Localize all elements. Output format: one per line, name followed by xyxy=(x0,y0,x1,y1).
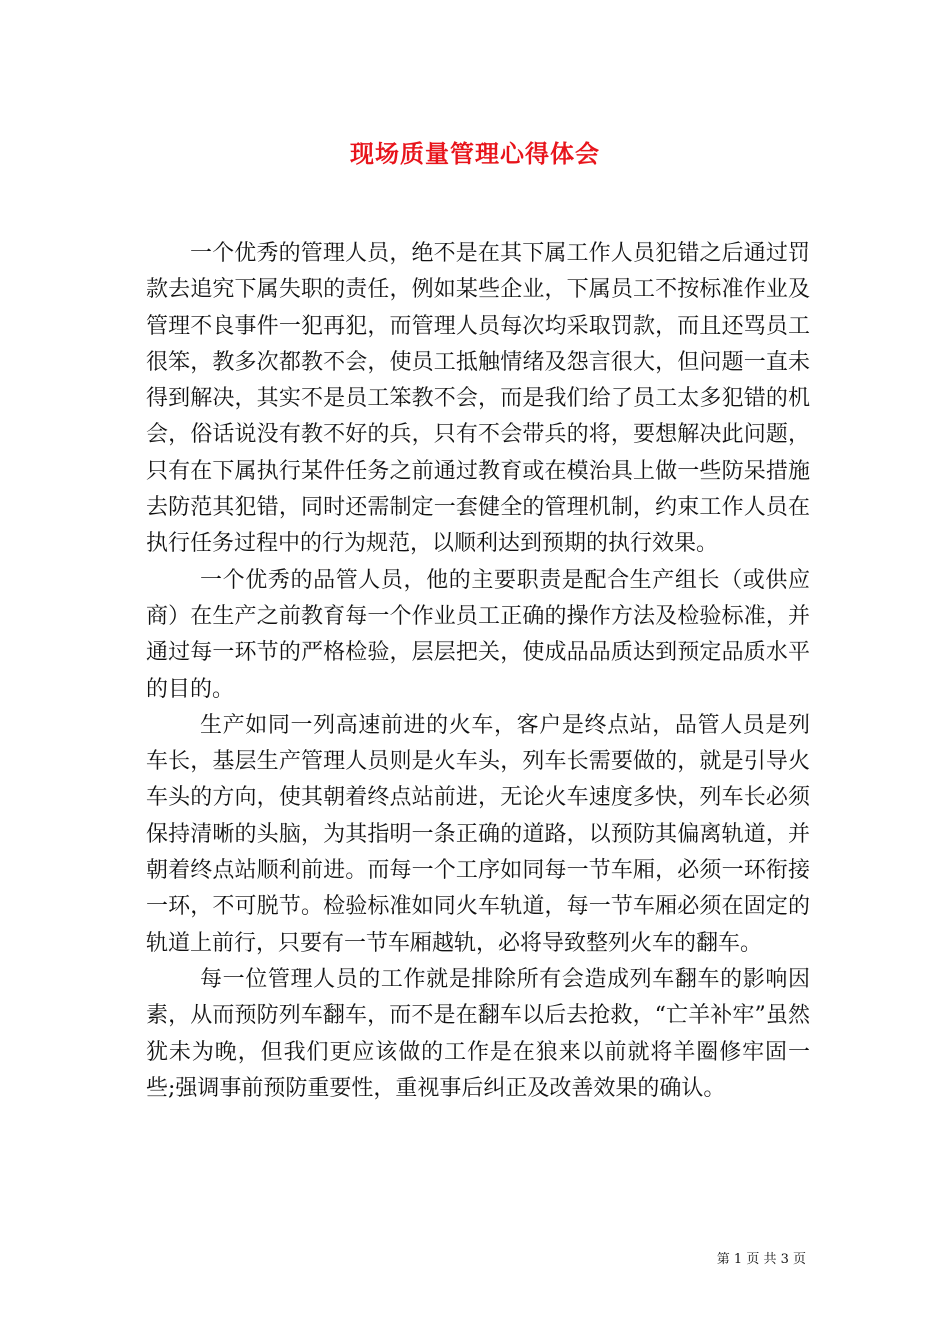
page-number: 第 1 页 共 3 页 xyxy=(716,1252,806,1267)
paragraph-4: 每一位管理人员的工作就是排除所有会造成列车翻车的影响因素，从而预防列车翻车，而不是在翻车以后去抢救，“亡羊补牢”虽然犹未为晚，但我们更应该做的工作是在狼来以前就将羊圈修牢固一些;强调事前预防重要性，重视事后纠正及改善效果的确认。 xyxy=(146,966,810,1101)
paragraph-2: 一个优秀的品管人员，他的主要职责是配合生产组长（或供应商）在生产之前教育每一个作业员工正确的操作方法及检验标准，并通过每一环节的严格检验，层层把关，使成品品质达到预定品质水平的目的。 xyxy=(146,567,810,702)
paragraph-3: 生产如同一列高速前进的火车，客户是终点站，品管人员是列车长，基层生产管理人员则是火车头，列车长需要做的，就是引导火车头的方向，使其朝着终点站前进，无论火车速度多快，列车长必须保持清晰的头脑，为其指明一条正确的道路，以预防其偏离轨道，并朝着终点站顺利前进。而每一个工序如同每一节车厢，必须一环衔接一环，不可脱节。检验标准如同火车轨道，每一节车厢必须在固定的轨道上前行，只要有一节车厢越轨，必将导致整列火车的翻车。 xyxy=(146,712,810,956)
document-body xyxy=(146,236,810,1107)
page-title: 现场质量管理心得体会 xyxy=(350,139,600,168)
paragraph-1: 一个优秀的管理人员，绝不是在其下属工作人员犯错之后通过罚款去追究下属失职的责任，例如某些企业，下属员工不按标准作业及管理不良事件一犯再犯，而管理人员每次均采取罚款，而且还骂员工很笨，教多次都教不会，使员工抵触情绪及怨言很大，但问题一直未得到解决，其实不是员工笨教不会，而是我们给了员工太多犯错的机会，俗话说没有教不好的兵，只有不会带兵的将，要想解决此问题，只有在下属执行某件任务之前通过教育或在模治具上做一些防呆措施去防范其犯错，同时还需制定一套健全的管理机制，约束工作人员在执行任务过程中的行为规范，以顺利达到预期的执行效果。 xyxy=(146,241,810,557)
